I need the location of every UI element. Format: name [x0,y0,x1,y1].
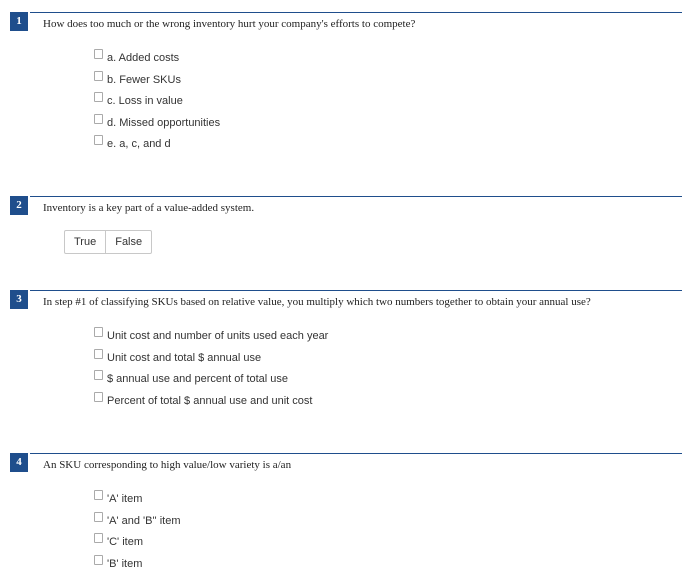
answer-option[interactable] [94,554,180,576]
checkbox[interactable] [94,71,103,81]
answer-options [94,326,328,412]
answer-option[interactable] [94,70,220,92]
question-divider [30,196,682,197]
answer-option[interactable] [94,532,180,554]
question-number-badge: 2 [10,196,28,215]
answer-options [94,489,180,575]
checkbox[interactable] [94,533,103,543]
answer-option[interactable] [94,134,220,156]
checkbox[interactable] [94,49,103,59]
question-divider [30,12,682,13]
question-number-badge: 3 [10,290,28,309]
question-number-badge: 1 [10,12,28,31]
checkbox[interactable] [94,392,103,402]
answer-option[interactable] [94,489,180,511]
option-label: c. Loss in value [107,95,183,108]
question-divider [30,453,682,454]
option-label: d. Missed opportunities [107,116,221,129]
option-label: a. Added costs [107,52,180,64]
answer-option[interactable] [94,113,220,135]
question-divider [30,290,682,291]
option-label: e. a, c, and d [107,138,171,151]
checkbox[interactable] [94,92,103,102]
checkbox[interactable] [94,349,103,359]
true-false-group [64,230,152,254]
answer-option[interactable] [94,326,328,348]
true-button[interactable]: True [64,230,106,254]
answer-option[interactable] [94,91,220,113]
checkbox[interactable] [94,555,103,565]
option-label: Percent of total $ annual use and unit cost [107,394,313,407]
checkbox[interactable] [94,370,103,380]
option-label: Unit cost and number of units used each year [107,330,329,342]
option-label: 'B' item [107,557,143,570]
answer-options [94,48,220,156]
option-label: Unit cost and total $ annual use [107,351,262,364]
question-text: An SKU corresponding to high value/low variety is a/an [43,459,292,471]
checkbox[interactable] [94,114,103,124]
question-text: In step #1 of classifying SKUs based on relative value, you multiply which two numbers together to obtain your annual use? [43,296,591,308]
option-label: b. Fewer SKUs [107,73,181,86]
answer-option[interactable] [94,391,328,413]
answer-option[interactable] [94,369,328,391]
question-text: Inventory is a key part of a value-added system. [43,202,255,214]
question-text: How does too much or the wrong inventory hurt your company's efforts to compete? [43,18,416,30]
answer-option[interactable] [94,48,220,70]
option-label: 'A' and 'B'' item [107,514,181,527]
option-label: $ annual use and percent of total use [107,373,289,386]
false-button[interactable]: False [106,230,152,254]
checkbox[interactable] [94,490,103,500]
checkbox[interactable] [94,512,103,522]
checkbox[interactable] [94,327,103,337]
answer-option[interactable] [94,348,328,370]
option-label: 'A' item [107,493,143,505]
question-number-badge: 4 [10,453,28,472]
answer-option[interactable] [94,511,180,533]
checkbox[interactable] [94,135,103,145]
option-label: 'C' item [107,536,143,549]
